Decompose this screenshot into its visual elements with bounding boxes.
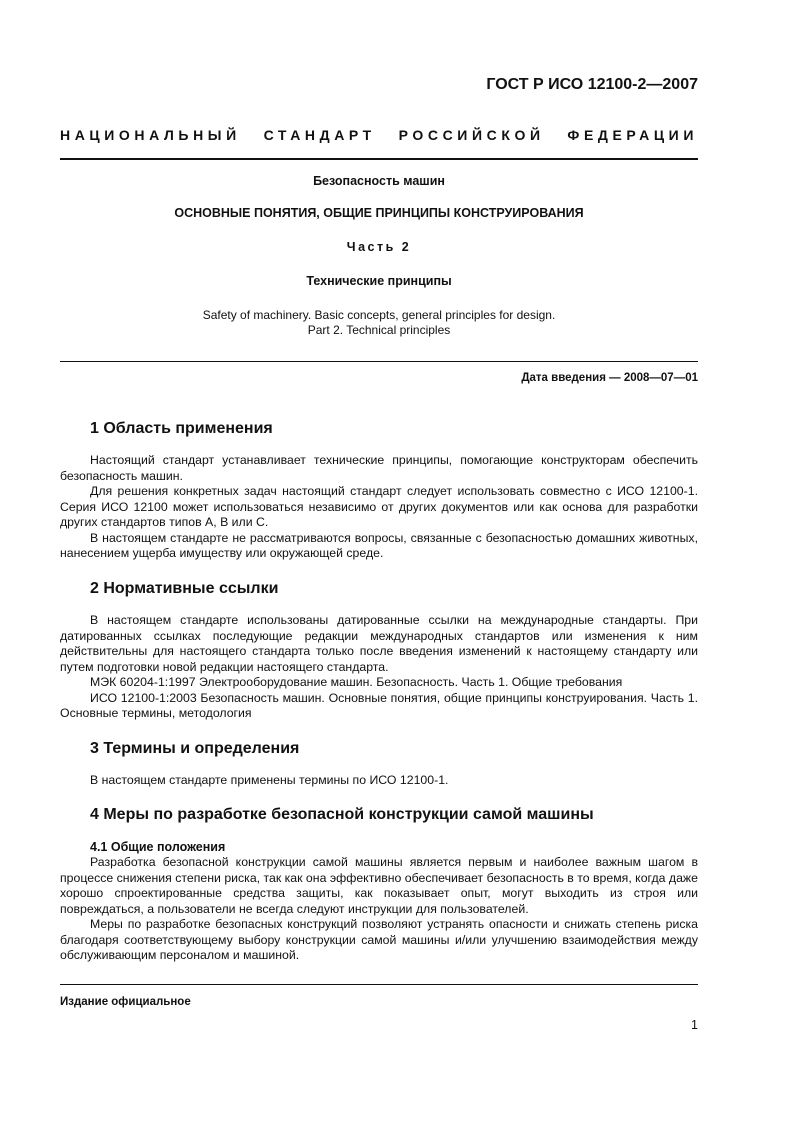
section-1-body bbox=[60, 453, 698, 562]
footer-divider bbox=[60, 984, 698, 985]
section-4-body bbox=[60, 855, 698, 964]
section-3-title: 3 Термины и определения bbox=[90, 740, 300, 757]
section-4-paragraph-2: Меры по разработке безопасных конструкций позволяют устранять опасности и снижать степень риска благодаря соответствующему выбору конструкции самой машины и/или улучшению взаимодействия между обслуживающим персоналом и машиной. bbox=[60, 917, 698, 962]
title-line-1: Безопасность машин bbox=[313, 174, 445, 188]
standard-code: ГОСТ Р ИСО 12100-2—2007 bbox=[486, 76, 698, 93]
effective-date: Дата введения — 2008—07—01 bbox=[521, 372, 698, 384]
header-divider bbox=[60, 158, 698, 160]
section-4-paragraph-1: Разработка безопасной конструкции самой машины является первым и наиболее важным шагом в процессе снижения степени риска, так как она эффективно обеспечивает безопасность в то время, когда даже хорошо спроектированные средства защиты, как показывает опыт, могут выходить из строя или повреждаться, а пользователи не всегда следуют инструкции для пользователей. bbox=[60, 855, 698, 916]
title-line-2: ОСНОВНЫЕ ПОНЯТИЯ, ОБЩИЕ ПРИНЦИПЫ КОНСТРУИРОВАНИЯ bbox=[174, 206, 584, 220]
section-2-reference-1: МЭК 60204-1:1997 Электрооборудование машин. Безопасность. Часть 1. Общие требования bbox=[90, 675, 623, 689]
title-line-4: Технические принципы bbox=[306, 274, 452, 288]
section-2-reference-2: ИСО 12100-1:2003 Безопасность машин. Основные понятия, общие принципы конструирования. Часть 1. Основные термины, методология bbox=[60, 690, 698, 720]
official-edition-label: Издание официальное bbox=[60, 996, 191, 1008]
subsection-4-1-title: 4.1 Общие положения bbox=[90, 840, 226, 854]
section-2-body bbox=[60, 613, 698, 722]
section-1-title: 1 Область применения bbox=[90, 420, 273, 437]
english-title-line-2: Part 2. Technical principles bbox=[307, 323, 451, 337]
english-title bbox=[60, 308, 698, 338]
section-3-body bbox=[60, 773, 698, 789]
title-part: Часть 2 bbox=[346, 240, 412, 254]
document-page bbox=[60, 0, 698, 1122]
section-3-paragraph-1: В настоящем стандарте применены термины по ИСО 12100-1. bbox=[90, 773, 449, 787]
section-1-paragraph-1: Настоящий стандарт устанавливает технические принципы, помогающие конструкторам обеспечить безопасность машин. bbox=[60, 453, 698, 483]
national-standard-heading: НАЦИОНАЛЬНЫЙ СТАНДАРТ РОССИЙСКОЙ ФЕДЕРАЦИИ bbox=[60, 127, 698, 143]
section-1-paragraph-3: В настоящем стандарте не рассматриваются вопросы, связанные с безопасностью домашних животных, нанесением ущерба имуществу или окружающей среде. bbox=[60, 530, 698, 560]
section-2-paragraph-1: В настоящем стандарте использованы датированные ссылки на международные стандарты. При датированных ссылках последующие редакции международных стандартов или изменения к ним действительны для настоящего стандарта только после введения изменений к настоящему стандарту или путем подготовки новой редакции настоящего стандарта. bbox=[60, 613, 698, 674]
english-title-line-1: Safety of machinery. Basic concepts, general principles for design. bbox=[202, 308, 556, 322]
section-2-title: 2 Нормативные ссылки bbox=[90, 580, 279, 597]
section-4-title: 4 Меры по разработке безопасной конструкции самой машины bbox=[90, 806, 594, 823]
title-divider bbox=[60, 361, 698, 362]
page-number: 1 bbox=[691, 1018, 698, 1032]
section-1-paragraph-2: Для решения конкретных задач настоящий стандарт следует использовать совместно с ИСО 12100-1. Серия ИСО 12100 может использоваться независимо от других документов или как основа для разработки других стандартов типов А, В или С. bbox=[60, 484, 698, 529]
